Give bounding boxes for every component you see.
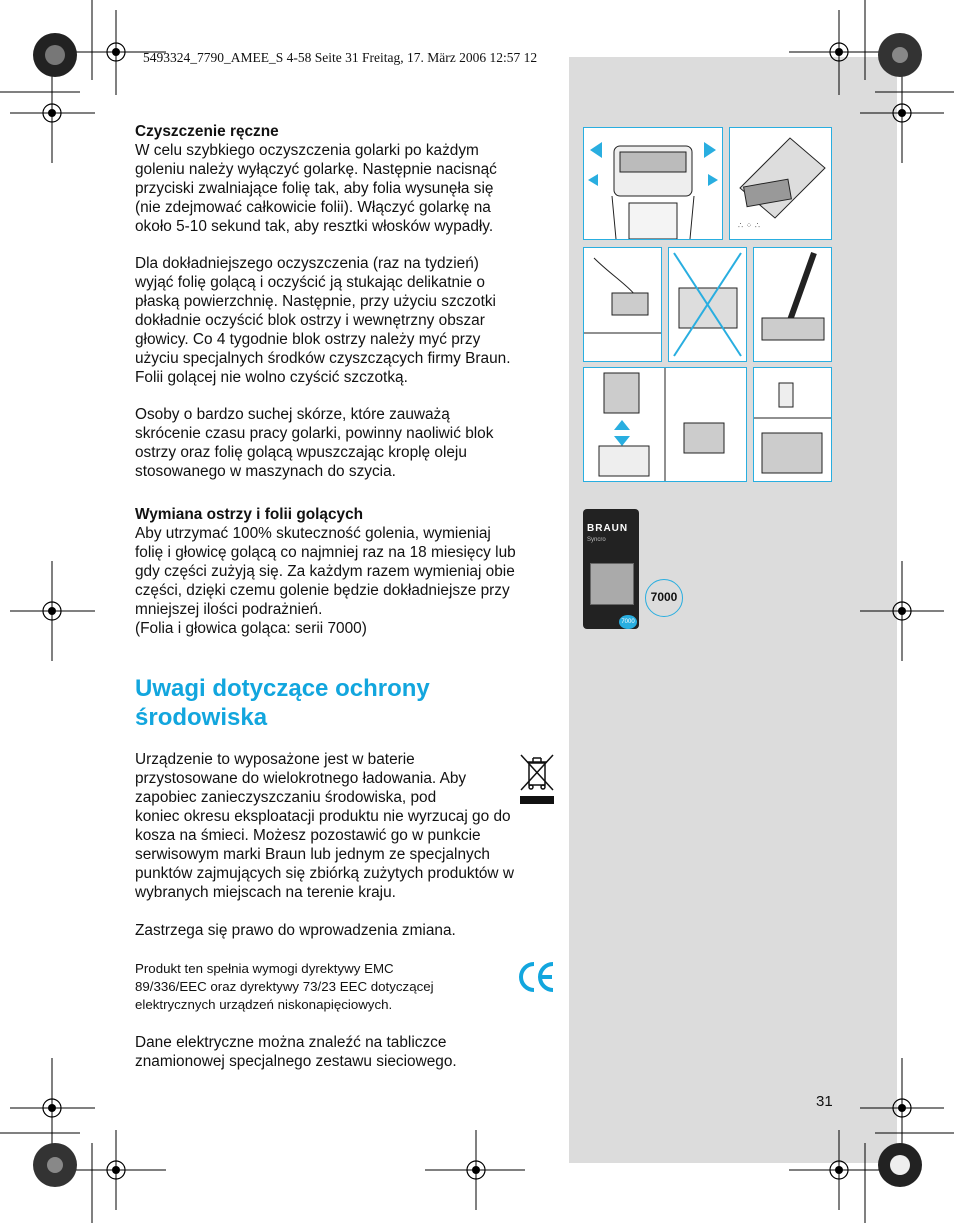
crossed-bin-icon xyxy=(518,752,556,808)
text-line: Dla dokładniejszego oczyszczenia (raz na tydzień) xyxy=(135,255,479,272)
thorough-cleaning-section xyxy=(135,254,555,387)
text-line: koniec okresu eksploatacji produktu nie wyrzucaj go do xyxy=(135,808,511,825)
text-line: gdy części zużyją się. Za każdym razem wymieniaj obie xyxy=(135,563,515,580)
text-line: W celu szybkiego oczyszczenia golarki po każdym xyxy=(135,142,479,159)
oil-foil-illustration xyxy=(754,368,831,481)
model-callout-label: 7000 xyxy=(650,590,678,604)
figure-run-shaver xyxy=(729,127,832,240)
text-line: elektrycznych urządzeń niskonapięciowych. xyxy=(135,997,393,1012)
text-line: wyjąć folię golącą i oczyścić ją stukając delikatnie o xyxy=(135,274,485,291)
replacement-section xyxy=(135,505,555,638)
text-line: Folii golącej nie wolno czyścić szczotką. xyxy=(135,369,408,386)
text-line: zapobiec zanieczyszczaniu środowiska, pod xyxy=(135,789,437,806)
svg-text:∴ ⁘ ∴: ∴ ⁘ ∴ xyxy=(738,221,760,230)
text-line: użyciu specjalnych środków czyszczących firmy Braun. xyxy=(135,350,511,367)
text-line: dokładnie oczyścić blok ostrzy i wewnętrzny obszar xyxy=(135,312,485,329)
text-line: (nie zdejmować całkowicie folii). Włączyć golarkę na xyxy=(135,199,491,216)
oil-blade-illustration xyxy=(584,368,746,481)
environment-section xyxy=(135,750,555,902)
text-line: ostrzy oraz folię golącą wpuszczając kroplę oleju xyxy=(135,444,467,461)
text-line: Aby utrzymać 100% skuteczność golenia, wymieniaj xyxy=(135,525,491,542)
text-line: około 5-10 sekund tak, aby resztki włosków wypadły. xyxy=(135,218,494,235)
text-line: folię i głowicę golącą co najmniej raz na 18 miesięcy lub xyxy=(135,544,516,561)
figure-brush-cutter xyxy=(753,247,832,362)
figure-no-brush-foil xyxy=(668,247,747,362)
text-line: Osoby o bardzo suchej skórze, które zauważą xyxy=(135,406,450,423)
dry-skin-section xyxy=(135,405,555,481)
text-line: (Folia i głowica goląca: serii 7000) xyxy=(135,620,367,637)
text-line: przyciski zwalniające folię tak, aby folia wysunęła się xyxy=(135,180,494,197)
figure-oil-blade xyxy=(583,367,747,482)
replacement-title: Wymiana ostrzy i folii golących xyxy=(135,506,364,523)
text-line: części, dzięki czemu golenie będzie dokładniejsze przy xyxy=(135,582,510,599)
ce-mark-icon xyxy=(516,957,556,997)
heading-line: środowiska xyxy=(135,704,268,731)
text-line: skrócenie czasu pracy golarki, powinny naoliwić blok xyxy=(135,425,494,442)
electrical-section xyxy=(135,1033,555,1071)
text-line: płaską powierzchnię. Następnie, przy użyciu szczotki xyxy=(135,293,496,310)
manual-cleaning-title: Czyszczenie ręczne xyxy=(135,123,279,140)
brush-cutter-illustration xyxy=(754,248,831,361)
text-line: goleniu należy wyłączyć golarkę. Następnie nacisnąć xyxy=(135,161,497,178)
text-line: Produkt ten spełnia wymogi dyrektywy EMC xyxy=(135,961,394,976)
text-line: głowicy. Co 4 tygodnie blok ostrzy należy myć przy xyxy=(135,331,481,348)
pack-brand: BRAUN xyxy=(587,523,629,534)
text-line: Dane elektryczne można znaleźć na tabliczce xyxy=(135,1034,447,1051)
print-header: 5493324_7790_AMEE_S 4-58 Seite 31 Freitag, 17. März 2006 12:57 12 xyxy=(143,50,538,65)
pack-foil-image xyxy=(590,563,634,605)
replacement-pack xyxy=(583,509,639,629)
figure-oil-foil xyxy=(753,367,832,482)
tap-foil-illustration xyxy=(584,248,661,361)
text-line: 89/336/EEC oraz dyrektywy 73/23 EEC dotyczącej xyxy=(135,979,434,994)
no-brush-illustration xyxy=(669,248,746,361)
manual-cleaning-section xyxy=(135,122,555,236)
shaver-head-illustration xyxy=(584,128,722,239)
page-number: 31 xyxy=(816,1093,833,1110)
pack-model-badge: 7000 xyxy=(619,615,637,629)
pack-line: Syncro xyxy=(587,537,606,543)
text-line: znamionowej specjalnego zestawu sieciowego. xyxy=(135,1053,457,1070)
environment-heading xyxy=(135,674,555,732)
text-line: wybranych miejscach na terenie kraju. xyxy=(135,884,396,901)
shaver-angle-illustration xyxy=(730,128,831,239)
text-line: serwisowym marki Braun lub jednym ze specjalnych xyxy=(135,846,490,863)
figure-tap-foil xyxy=(583,247,662,362)
text-line: kosza na śmieci. Możesz pozostawić go w punkcie xyxy=(135,827,481,844)
model-callout xyxy=(645,579,683,617)
reservation-text: Zastrzega się prawo do wprowadzenia zmiana. xyxy=(135,922,456,939)
heading-line: Uwagi dotyczące ochrony xyxy=(135,675,430,702)
text-line: punktów zajmujących się zbiórką zużytych produktów w xyxy=(135,865,514,882)
text-line: mniejszej ilości podrażnień. xyxy=(135,601,323,618)
text-line: stosowanego w maszynach do szycia. xyxy=(135,463,396,480)
figure-release-foil xyxy=(583,127,723,240)
directive-section xyxy=(135,960,555,1014)
text-line: przystosowane do wielokrotnego ładowania. Aby xyxy=(135,770,467,787)
text-line: Urządzenie to wyposażone jest w baterie xyxy=(135,751,415,768)
